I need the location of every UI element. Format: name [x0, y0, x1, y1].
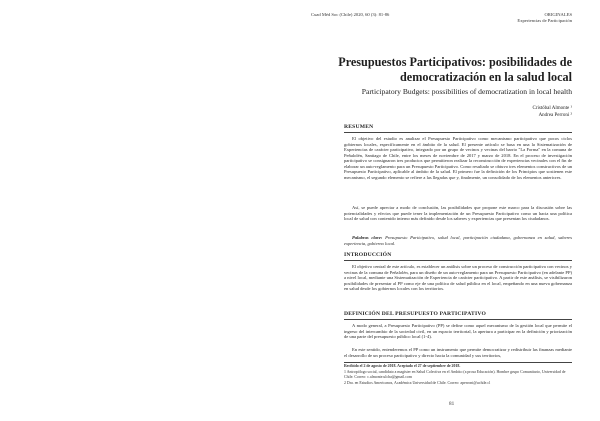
keywords-label: Palabras clave: — [352, 235, 383, 240]
author-list — [532, 105, 572, 119]
definicion-heading: DEFINICIÓN DEL PRESUPUESTO PARTICIPATIVO — [344, 311, 487, 317]
section-label-block — [517, 12, 572, 24]
resumen-rule — [344, 132, 572, 133]
journal-citation: Cuad Méd Soc (Chile) 2020, 60 (3): 81-86 — [311, 12, 390, 17]
resumen-paragraph-2: Así, se puede apreciar a modo de conclusión, las posibilidades que propone este marco para la discusión sobre las potencialidades y efectos que puede tener la implementación de un Presupuesto Participativo como un hacia una política local de salud con contenido interno más definido desde los saberes y experiencias que presentan los ciudadanos. — [344, 205, 572, 222]
definicion-rule — [344, 319, 572, 320]
introduccion-rule — [344, 260, 572, 261]
author-2: Andrea Perroni ² — [538, 113, 572, 118]
section-label: ORIGINALES — [544, 12, 572, 17]
footnote-rule — [344, 362, 572, 363]
received-note — [344, 364, 572, 369]
footnote-1: 1 Antropólogo social, candidato a magíster en Salud Colectiva en el Ámbito (a prosa Educación). Hombre grupo Comunitario, Universidad de Chile. Correo: c.almonte.ulcha@gmail.com — [344, 370, 566, 379]
section-sublabel: Experiencias de Participación — [517, 18, 572, 23]
page-number: 81 — [449, 401, 455, 407]
resumen-heading: RESUMEN — [344, 124, 374, 130]
footnote-2: 2 Dra. en Estudios Americanos, Académica Universidad de Chile. Correo: aperroni@uchile.cl — [344, 381, 491, 385]
resumen-paragraph-1: El objetivo del estudio es analizar el Presupuesto Participativo como mecanismo participativo que pocos ciclos gobiernos locales, específicamente en el ámbito de la salud. El presente artículo se basa en una la Sistematización de Experiencias de carácter participativo, integrado por un grupo de vecinos y vecinas del barrio "La Forma" en la comuna de Peñalolén, Santiago de Chile, entre los meses de noviembre de 2017 y marzo de 2018. En el proceso de investigación participativo se consignaron tres productos que permitieron realizar la reconstrucción de experiencias vecinales con el fin de elaborar un auto-reglamento para un Presupuesto Participativo. Como resultado se obtuvo tres elementos constructivos de un Presupuesto Participativo, aplicable al ámbito de la salud. El primero fue la definición de los Principios que sostienen este mecanismo, el segundo elemento se refiere a las llegadas que y, finalmente, un consolidado de los elementos antericres. — [344, 136, 572, 180]
introduccion-paragraph-1: El objetivo central de este artículo, es establecer un análisis sobre un proceso de construcción participativa con vecinos y vecinas de la comuna de Peñalolén, para un diseño de un auto-reglamento para un Presupuesto Participativo (en adelante PP) a nivel local, mediante una Sistematización de Experiencia de carácter participativo. A partir de este análisis, se visibilizaron posibilidades de presentar al PP como eje de una política de salud pública en el local, empeñando en una nueva gobernanza en salud desde los gobiernos locales con los territorios. — [344, 264, 572, 292]
keywords-text: Presupuesto Participativo, salud local, participación ciudadana, gobernanza en salud, saberes experiencia, gobierno local. — [344, 235, 572, 246]
received-text: Recibido el 2 de agosto de 2018. Aceptado el 27 de septiembre de 2018. — [344, 364, 461, 368]
definicion-paragraph-1: A modo general, a Presupuesto Participativo (PP) se define como aquel mecanismo de la gestión local que permite el ingreso del intercambio de la sociedad civil, en un espacio territorial, la apertura a participar en la definición y priorización de una parte del presupuesto público local (1-4). — [344, 323, 572, 340]
author-1: Cristóbal Almonte ¹ — [532, 106, 572, 111]
keywords-line — [344, 235, 572, 247]
article-title: Presupuestos Participativos: posibilidades de democratización en la salud local — [338, 55, 572, 84]
article-subtitle: Participatory Budgets: possibilities of democratization in local health — [361, 87, 572, 96]
introduccion-heading: INTRODUCCIÓN — [344, 252, 392, 258]
definicion-paragraph-2: En este sentido, entenderemos el PP como un instrumento que permite democratizar y redistribuir las finanzas mediante el desarrollo de un proceso participativo y directo hacia la comunidad y sus territorios, — [344, 347, 572, 358]
